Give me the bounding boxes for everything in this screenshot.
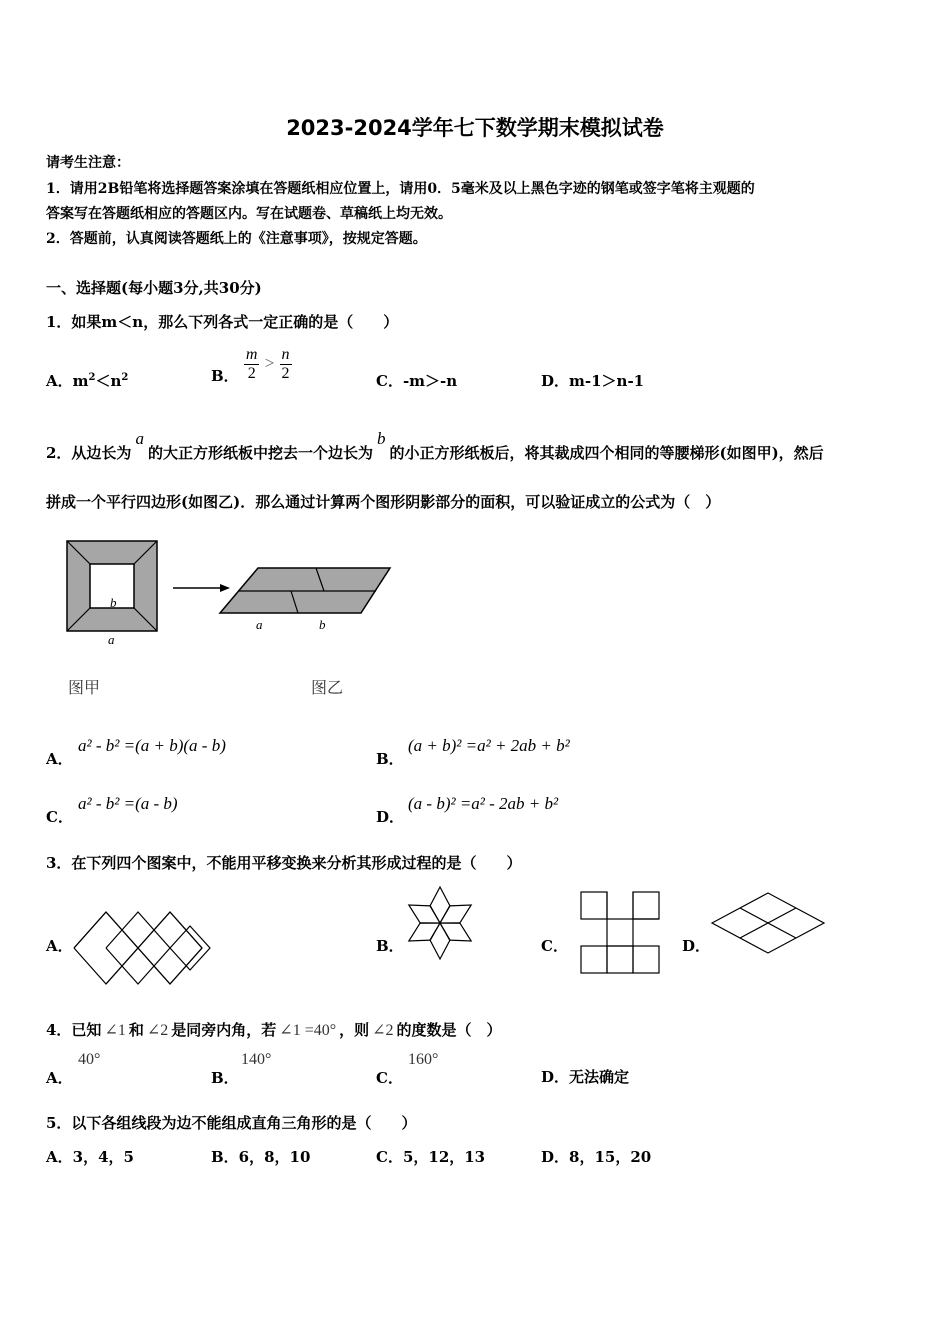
q1-option-b[interactable]: B． $\frac{m}{2}$ > $\frac{n}{2}$ xyxy=(211,346,290,385)
q2-option-c-label[interactable]: C． xyxy=(46,808,73,826)
q4-option-b-label[interactable]: B． xyxy=(211,1069,239,1087)
q5-option-d[interactable]: D．8，15，20 xyxy=(541,1148,652,1166)
notice-line-1: 1．请用2B铅笔将选择题答案涂填在答题纸相应位置上，请用0．5毫米及以上黑色字迹的钢笔或签字笔将主观题的 xyxy=(46,181,755,197)
fig-label-a-parallelogram: a xyxy=(256,617,263,632)
q4-option-d[interactable]: D．无法确定 xyxy=(541,1068,630,1086)
page-title: 2023-2024学年七下数学期末模拟试卷 xyxy=(286,116,664,140)
q2-stem-line2: 拼成一个平行四边形(如图乙)．那么通过计算两个图形阴影部分的面积，可以验证成立的公式为（ ） xyxy=(46,493,721,511)
q3-six-rhombus-star-pattern xyxy=(400,882,480,964)
q2-option-d-formula: (a - b)² =a² - 2ab + b² xyxy=(408,794,559,813)
q3-stem: 3．在下列四个图案中，不能用平移变换来分析其形成过程的是（ ） xyxy=(46,854,522,872)
notice-line-3: 2．答题前，认真阅读答题纸上的《注意事项》，按规定答题。 xyxy=(46,231,427,247)
q5-option-a[interactable]: A．3，4，5 xyxy=(46,1148,134,1166)
fig-label-b-inner: b xyxy=(110,595,117,610)
q4-stem: 4．已知 ∠1 和 ∠2 是同旁内角，若 ∠1 =40° ，则 ∠2 的度数是（ ） xyxy=(46,1021,502,1039)
q4-option-a-label[interactable]: A． xyxy=(46,1069,73,1087)
fig-label-b-parallelogram: b xyxy=(319,617,326,632)
q3-option-b-label[interactable]: B． xyxy=(376,937,404,955)
notice-heading: 请考生注意： xyxy=(46,155,130,171)
q1-option-a[interactable]: A．$m^2<n^2$ xyxy=(46,372,129,390)
fraction-m-over-2: $\frac{m}{2}$ xyxy=(245,346,258,382)
q5-stem: 5．以下各组线段为边不能组成直角三角形的是（ ） xyxy=(46,1114,417,1132)
q1-option-d[interactable]: D．m-1＞n-1 xyxy=(541,372,645,390)
q4-option-b-value: 140° xyxy=(241,1051,272,1068)
arrow-icon xyxy=(173,584,230,592)
fraction-n-over-2: $\frac{n}{2}$ xyxy=(281,346,290,382)
q3-square-grid-pattern xyxy=(578,888,662,978)
q3-rhombus-grid-pattern xyxy=(708,890,830,956)
q1-option-b-label: B． xyxy=(211,366,239,385)
q4-option-c-label[interactable]: C． xyxy=(376,1069,403,1087)
q5-option-c[interactable]: C．5，12，13 xyxy=(376,1148,486,1166)
fig-label-a-bottom: a xyxy=(108,632,115,647)
figure-yi-parallelogram xyxy=(220,568,390,613)
figure-caption-jia: 图甲 xyxy=(68,678,101,697)
q1-stem: 1．如果m＜n，那么下列各式一定正确的是（ ） xyxy=(46,313,399,331)
q4-option-c-value: 160° xyxy=(408,1051,439,1068)
q3-option-c-label[interactable]: C． xyxy=(541,937,568,955)
q3-option-d-label[interactable]: D． xyxy=(682,937,711,955)
q5-option-b[interactable]: B．6，8，10 xyxy=(211,1148,311,1166)
q3-option-a-label[interactable]: A． xyxy=(46,937,73,955)
q2-stem-line1: 2．从边长为a的大正方形纸板中挖去一个边长为b的小正方形纸板后，将其裁成四个相同的等腰梯形(如图甲)，然后 xyxy=(46,429,824,462)
q2-option-b-formula: (a + b)² =a² + 2ab + b² xyxy=(408,736,570,755)
figure-jia-square-frame xyxy=(67,541,157,631)
q3-zigzag-diamonds-pattern xyxy=(70,908,215,988)
q2-option-a-label[interactable]: A． xyxy=(46,750,73,768)
notice-line-2: 答案写在答题纸相应的答题区内。写在试题卷、草稿纸上均无效。 xyxy=(46,206,452,222)
figure-caption-yi: 图乙 xyxy=(311,678,344,697)
q2-option-a-formula: a² - b² =(a + b)(a - b) xyxy=(78,736,226,755)
section-heading: 一、选择题(每小题3分,共30分) xyxy=(46,279,262,297)
q2-option-d-label[interactable]: D． xyxy=(376,808,405,826)
q2-option-c-formula: a² - b² =(a - b) xyxy=(78,794,178,813)
q4-option-a-value: 40° xyxy=(78,1051,101,1068)
q1-option-c[interactable]: C．-m＞-n xyxy=(376,372,458,390)
q2-option-b-label[interactable]: B． xyxy=(376,750,404,768)
q1-option-a-label: A． xyxy=(46,372,73,390)
